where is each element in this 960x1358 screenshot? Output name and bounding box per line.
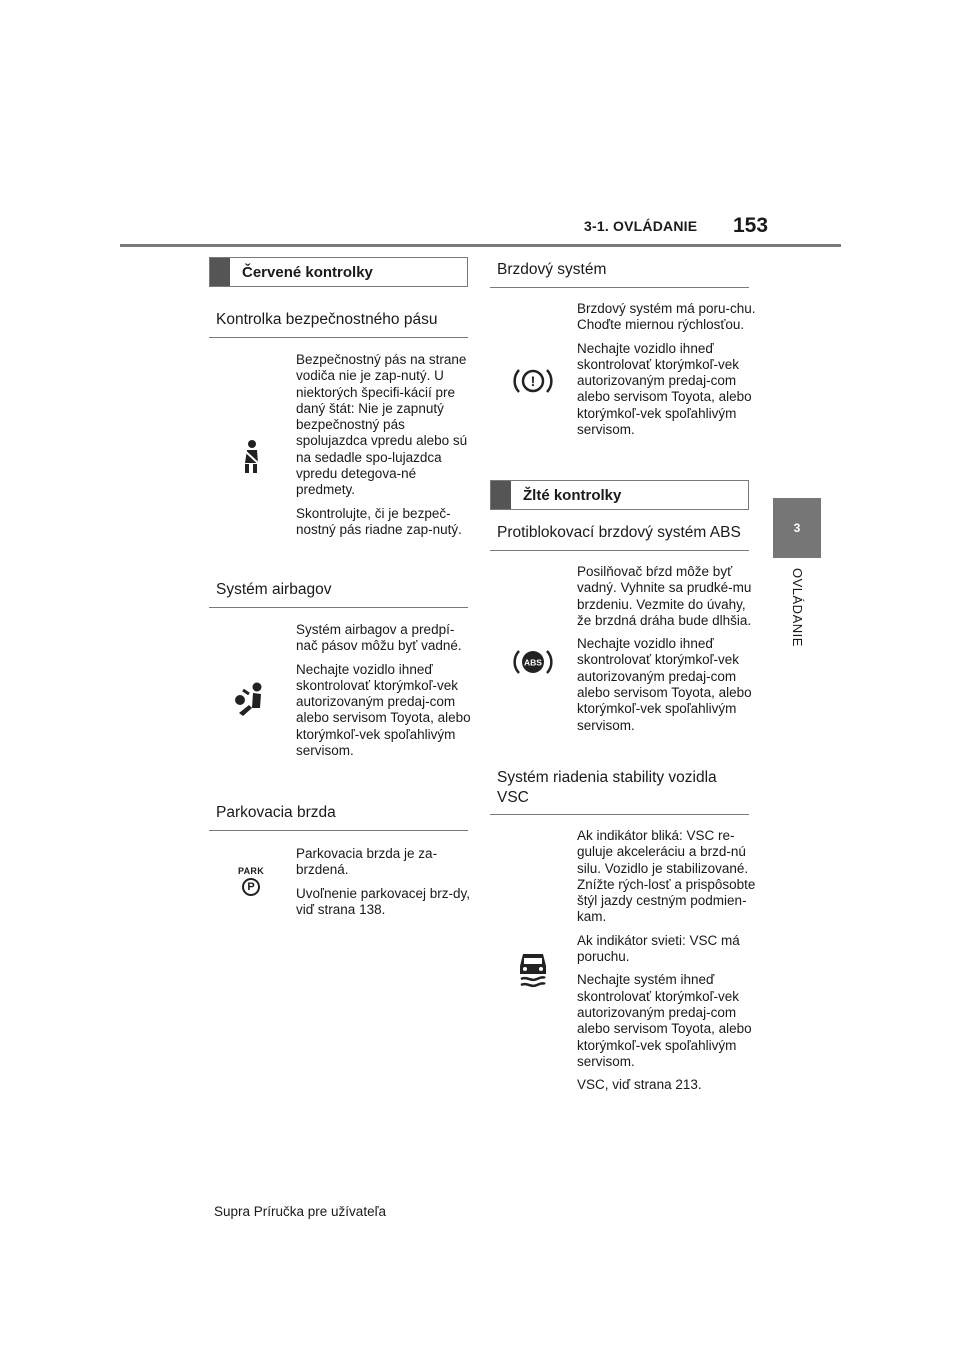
vsc-icon xyxy=(513,950,553,990)
parking-brake-heading: Parkovacia brzda xyxy=(209,802,468,831)
paragraph: Systém airbagov a predpí-nač pásov môžu byť vadné. xyxy=(296,622,462,654)
brake-system-text xyxy=(577,301,757,445)
paragraph: Parkovacia brzda je za-brzdená. xyxy=(296,846,438,878)
chapter-label: OVLÁDANIE xyxy=(790,568,805,647)
seatbelt-heading: Kontrolka bezpečnostného pásu xyxy=(209,309,468,338)
airbag-heading: Systém airbagov xyxy=(209,579,468,608)
parking-brake-text xyxy=(296,846,476,925)
vsc-text xyxy=(577,828,757,1100)
airbag-icon xyxy=(231,682,271,722)
airbag-text xyxy=(296,622,476,766)
section-reference: 3-1. OVLÁDANIE xyxy=(584,218,698,234)
paragraph: Uvoľnenie parkovacej brz-dy, viď strana 138. xyxy=(296,885,471,917)
chapter-number: 3 xyxy=(793,521,801,535)
paragraph: Ak indikátor bliká: VSC re-guluje akceleráciu a brzd-nú silu. Vozidlo je stabilizované. Znížte rých-losť a prispôsobte štýl jazdy cestným podmien-kam. xyxy=(577,828,756,925)
vsc-heading: Systém riadenia stability vozidla VSC xyxy=(490,766,749,815)
park-label: PARK xyxy=(237,866,265,876)
page-number: 153 xyxy=(733,214,769,237)
header-rule xyxy=(120,244,841,247)
header-bar xyxy=(210,258,230,286)
brake-system-heading: Brzdový systém xyxy=(490,259,749,288)
abs-heading: Protiblokovací brzdový systém ABS xyxy=(490,522,749,551)
yellow-lights-header xyxy=(490,480,749,510)
paragraph: Bezpečnostný pás na strane vodiča nie je zap-nutý. U niektorých špecifi-kácií pre daný štát: Nie je zapnutý bezpečnostný pás spolujazdca vpredu alebo sú na sedadle spo-lujazdca vpredu detegova-né predmety. xyxy=(296,352,468,498)
seatbelt-icon xyxy=(231,439,271,479)
paragraph: Brzdový systém má poru-chu. Choďte miernou rýchlosťou. xyxy=(577,301,756,333)
abs-icon xyxy=(513,645,553,679)
abs-label: ABS xyxy=(524,657,542,668)
paragraph: Nechajte systém ihneď skontrolovať ktorýmkoľ-vek autorizovaným predaj-com alebo servisom Toyota, alebo ktorýmkoľ-vek spoľahlivým servisom. xyxy=(577,972,752,1069)
chapter-tab[interactable] xyxy=(773,498,821,558)
paragraph: Nechajte vozidlo ihneď skontrolovať ktorýmkoľ-vek autorizovaným predaj-com alebo servisom Toyota, alebo ktorýmkoľ-vek spoľahlivým servisom. xyxy=(577,636,752,733)
brake-warning-icon xyxy=(513,364,553,398)
paragraph: Ak indikátor svieti: VSC má poruchu. xyxy=(577,932,740,965)
red-lights-title: Červené kontrolky xyxy=(242,263,373,281)
yellow-lights-title: Žlté kontrolky xyxy=(523,486,622,504)
seatbelt-text xyxy=(296,352,476,545)
footer-title: Supra Príručka pre užívateľa xyxy=(214,1204,387,1219)
header-bar xyxy=(491,481,511,509)
paragraph: Nechajte vozidlo ihneď skontrolovať ktorýmkoľ-vek autorizovaným predaj-com alebo servisom Toyota, alebo ktorýmkoľ-vek spoľahlivým servisom. xyxy=(577,340,752,438)
paragraph: Nechajte vozidlo ihneď skontrolovať ktorýmkoľ-vek autorizovaným predaj-com alebo servisom Toyota, alebo ktorýmkoľ-vek spoľahlivým servisom. xyxy=(296,661,471,759)
paragraph: VSC, viď strana 213. xyxy=(577,1077,702,1093)
red-lights-header xyxy=(209,257,468,287)
abs-text xyxy=(577,564,757,741)
paragraph: Skontrolujte, či je bezpeč-nostný pás riadne zap-nutý. xyxy=(296,505,462,537)
park-letter-circle: P xyxy=(242,878,260,896)
paragraph: Posilňovač bŕzd môže byť vadný. Vyhnite sa prudké-mu brzdeniu. Vezmite do úvahy, že brzdná dráha bude dlhšia. xyxy=(577,564,752,628)
brake-exclamation: ! xyxy=(530,373,536,389)
park-brake-icon xyxy=(231,866,271,900)
